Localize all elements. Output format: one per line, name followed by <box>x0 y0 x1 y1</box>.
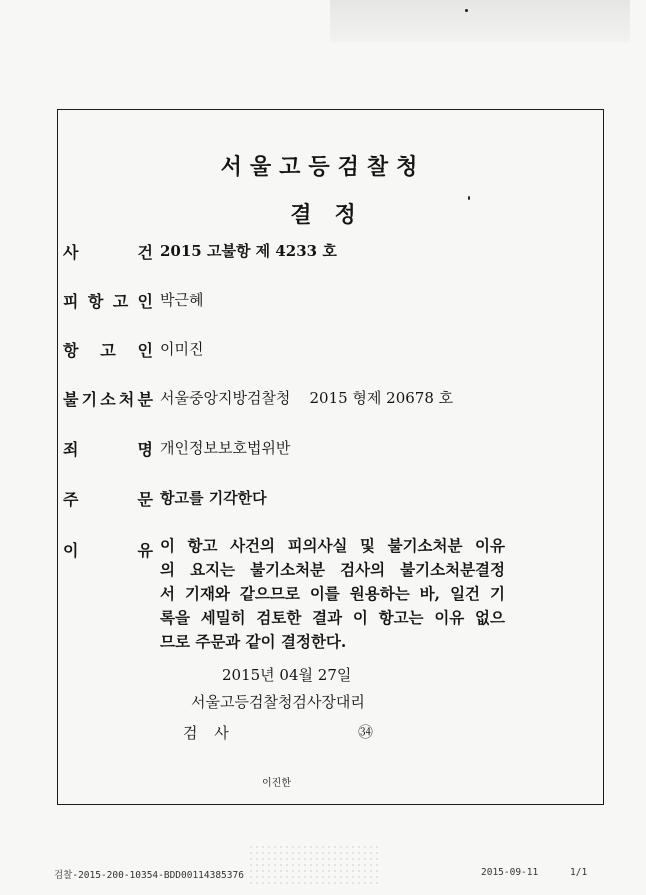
field-label <box>63 538 153 561</box>
reason-body <box>160 534 505 654</box>
field-label <box>63 240 153 263</box>
label-char: 기 <box>81 390 98 409</box>
field-label <box>63 338 153 361</box>
decision-date: 2015년 04월 27일 <box>222 666 352 684</box>
case-number-value: 2015 고불항 제 4233 호 <box>160 242 337 260</box>
field-label <box>63 289 153 312</box>
label-char: 고 <box>112 292 129 311</box>
field-appellant <box>63 338 603 360</box>
label-char: 항 <box>63 341 79 360</box>
order-value: 항고를 기각한다 <box>160 489 267 507</box>
signature: 이진한 <box>262 778 291 789</box>
label-char: 사 <box>63 243 79 262</box>
issuing-office: 서울고등검찰청검사장대리 <box>191 693 365 711</box>
label-char: 인 <box>137 292 153 311</box>
footer-print-date: 2015-09-11 <box>481 867 539 878</box>
field-case-number <box>63 240 603 262</box>
field-non-prosecution <box>63 387 603 409</box>
label-char: 유 <box>137 541 153 560</box>
label-char: 이 <box>63 541 79 560</box>
scan-shadow <box>330 0 630 42</box>
scan-speck <box>468 196 470 200</box>
label-char: 소 <box>100 390 116 409</box>
label-char: 처 <box>118 390 135 409</box>
prosecutor-title: 검 사 <box>183 724 235 742</box>
label-char: 명 <box>137 440 153 459</box>
agency-title: 서울고등검찰청 <box>220 154 426 180</box>
label-char: 피 <box>63 292 79 311</box>
label-char: 고 <box>100 341 116 360</box>
reason-line: 므로 주문과 같이 결정한다. <box>160 632 347 651</box>
field-label <box>63 487 153 510</box>
reason-line: 서 기재와 같으므로 이를 원용하는 바, 일건 기 <box>160 584 505 603</box>
label-char: 인 <box>137 341 153 360</box>
appellant-value: 이미진 <box>160 340 204 358</box>
field-charge <box>63 437 603 459</box>
label-char: 죄 <box>63 440 79 459</box>
scan-speck <box>465 9 468 12</box>
label-char: 주 <box>63 490 79 509</box>
field-order <box>63 487 603 509</box>
label-char: 항 <box>87 292 104 311</box>
seal-mark: ㉞ <box>358 723 374 741</box>
label-char: 문 <box>137 490 153 509</box>
field-respondent <box>63 289 603 311</box>
field-label <box>63 437 153 460</box>
label-char: 분 <box>137 390 153 409</box>
non-prosecution-value: 서울중앙지방검찰청 2015 형제 20678 호 <box>160 389 454 407</box>
footer-doc-code: 검찰-2015-200-10354-BDD00114385376 <box>54 870 244 881</box>
respondent-value: 박근혜 <box>160 291 204 309</box>
reason-line: 의 요지는 불기소처분 검사의 불기소처분결정 <box>160 560 505 579</box>
charge-value: 개인정보보호법위반 <box>160 439 291 457</box>
label-char: 건 <box>137 243 153 262</box>
field-label <box>63 387 153 410</box>
footer-page-number: 1/1 <box>570 867 588 878</box>
reason-line: 이 항고 사건의 피의사실 및 불기소처분 이유 <box>160 536 505 555</box>
decision-title: 결 정 <box>290 202 356 228</box>
faint-stamp-area <box>248 844 378 884</box>
reason-line: 록을 세밀히 검토한 결과 이 항고는 이유 없으 <box>160 608 505 627</box>
label-char: 불 <box>63 390 79 409</box>
